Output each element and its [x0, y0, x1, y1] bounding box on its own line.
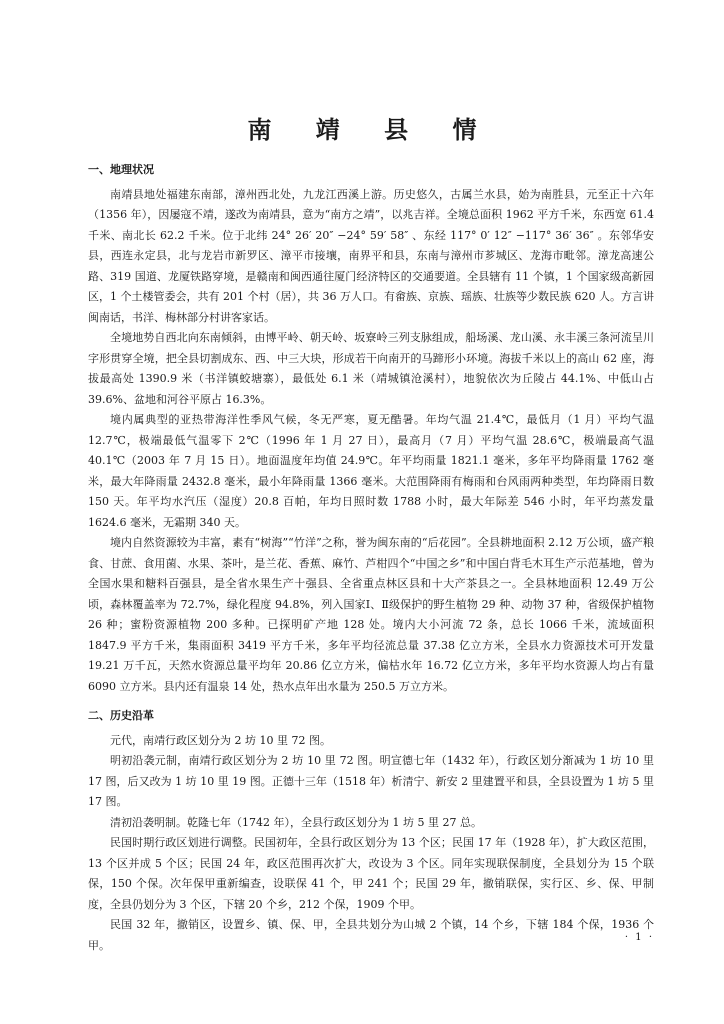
section-heading-history: 二、历史沿革 [88, 709, 154, 722]
page-title: 南 靖 县 情 [247, 115, 495, 144]
page-number: · 1 · [624, 932, 654, 943]
paragraph-qing-dynasty: 清初沿袭明制。乾隆七年（1742 年），全县行政区划分为 1 坊 5 里 27 总。 [110, 815, 482, 829]
paragraph-ming-dynasty: 明初沿袭元制，南靖行政区划分为 2 坊 10 里 72 图。明宣德七年（1432 年），行政区划分渐减为 1 坊 10 里 17 图，后又改为 1 坊 10 里 19 图。正德十三年（1518 年）析清宁、新安 2 里建置平和县，全县设置为 1 坊 5 里 17 图。 [88, 754, 654, 808]
paragraph-terrain: 全境地势自西北向东南倾斜，由博平岭、朝天岭、坂寮岭三列支脉组成，船场溪、龙山溪、永丰溪三条河流呈川字形贯穿全境，把全县切割成东、西、中三大块，形成若干向南开的马蹄形小环境。海拔千米以上的高山 62 座，海拔最高处 1390.9 米（书洋镇蛟塘寨），最低处 6.1 米（靖城镇沧溪村），地貌依次为丘陵占 44.1%、中低山占 39.6%、盆地和河谷平原占 16.3%。 [88, 331, 654, 406]
document-body [88, 160, 654, 956]
paragraph-location: 南靖县地处福建东南部，漳州西北处，九龙江西溪上游。历史悠久，古属兰水县，始为南胜县，元至正十六年（1356 年），因屡寇不靖，遂改为南靖县，意为“南方之靖”，以兆吉祥。全境总面积 1962 平方千米，东西宽 61.4 千米、南北长 62.2 千米。位于北纬 24° 26′ 20″ −24° 59′ 58″ 、东经 117° 0′ 12″ −117° 36′ 36″ 。东邻华安县，西连永定县，北与龙岩市新罗区、漳平市接壤，南界平和县，东南与漳州市芗城区、龙海市毗邻。漳龙高速公路、319 国道、龙厦铁路穿境，是赣南和闽西通往厦门经济特区的交通要道。全县辖有 11 个镇，1 个国家级高新园区，1 个土楼管委会，共有 201 个村（居），共 36 万人口。有畲族、京族、瑶族、壮族等少数民族 620 人。方言讲闽南话，书洋、梅林部分村讲客家话。 [88, 187, 654, 324]
paragraph-republic-era: 民国时期行政区划进行调整。民国初年，全县行政区划分为 13 个区；民国 17 年（1928 年），扩大政区范围，13 个区并成 5 个区；民国 24 年，政区范围再次扩大，改设为 3 个区。同年实现联保制度，全县划分为 15 个联保，150 个保。次年保甲重新编查，设联保 41 个，甲 241 个；民国 29 年，撤销联保，实行区、乡、保、甲制度，全县仍划分为 3 个区，下辖 20 个乡，212 个保，1909 个甲。 [88, 836, 654, 911]
paragraph-republic-32: 民国 32 年，撤销区，设置乡、镇、保、甲，全县共划分为山城 2 个镇，14 个乡，下辖 184 个保，1936 个甲。 [88, 918, 654, 952]
section-heading-geography: 一、地理状况 [88, 163, 154, 176]
paragraph-climate: 境内属典型的亚热带海洋性季风气候，冬无严寒，夏无酷暑。年均气温 21.4℃，最低月（1 月）平均气温 12.7℃，极端最低气温零下 2℃（1996 年 1 月 27 日），最高月（7 月）平均气温 28.6℃，极端最高气温 40.1℃（2003 年 7 月 15 日）。地面温度年均值 24.9℃。年平均雨量 1821.1 毫米，多年平均降雨量 1762 毫米，最大年降雨量 2432.8 毫米，最小年降雨量 1366 毫米。大范围降雨有梅雨和台风雨两种类型，年均降雨日数 150 天。年平均水汽压（湿度）20.8 百帕，年均日照时数 1788 小时，最大年际差 546 小时，年平均蒸发量 1624.6 毫米，无霜期 340 天。 [88, 413, 654, 529]
paragraph-resources: 境内自然资源较为丰富，素有“树海”“竹洋”之称，誉为闽东南的“后花园”。全县耕地面积 2.12 万公顷，盛产粮食、甘蔗、食用菌、水果、茶叶，是兰花、香蕉、麻竹、芦柑四个“中国之乡”和中国白背毛木耳生产示范基地，曾为全国水果和糖料百强县，是全省水果生产十强县、全省重点林区县和十大产茶县之一。全县林地面积 12.49 万公顷，森林覆盖率为 72.7%，绿化程度 94.8%，列入国家Ⅰ、Ⅱ级保护的野生植物 29 种、动物 37 种，省级保护植物 26 种；蜜粉资源植物 200 多种。已探明矿产地 128 处。境内大小河流 72 条，总长 1066 千米，流域面积 1847.9 平方千米，集雨面积 3419 平方千米，多年平均径流总量 37.38 亿立方米，全县水力资源技术可开发量 19.21 万千瓦，天然水资源总量平均年 20.86 亿立方米，偏枯水年 16.72 亿立方米，多年平均水资源人均占有量 6090 立方米。县内还有温泉 14 处，热水点年出水量为 250.5 万立方米。 [88, 536, 654, 693]
paragraph-yuan-dynasty: 元代，南靖行政区划分为 2 坊 10 里 72 图。 [110, 733, 331, 747]
